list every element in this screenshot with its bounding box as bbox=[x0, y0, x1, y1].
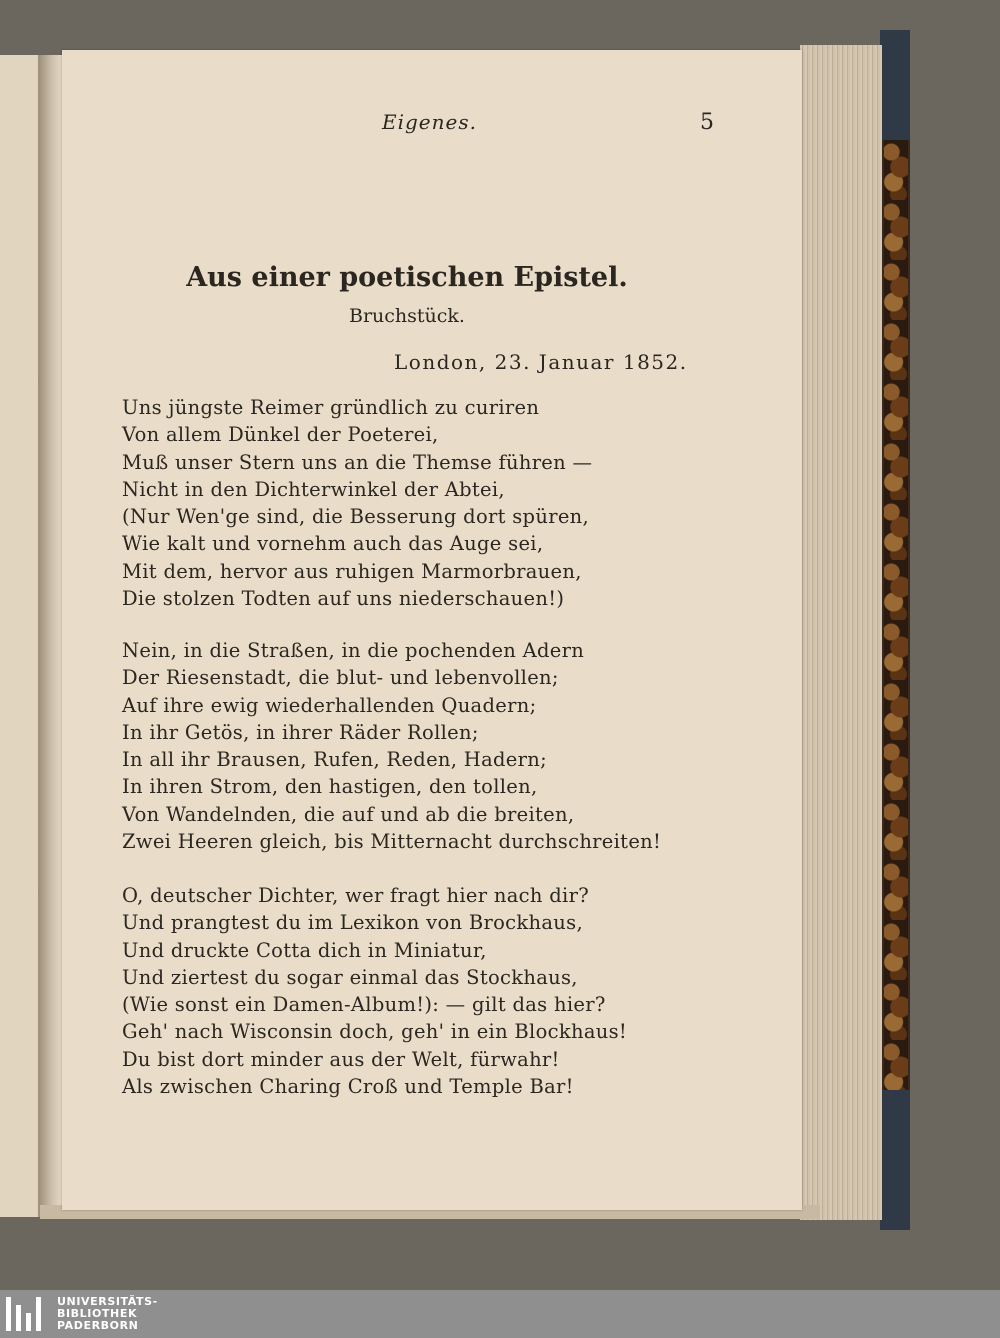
cover-corner-top bbox=[880, 30, 910, 140]
page-edges bbox=[800, 45, 882, 1220]
book-gutter bbox=[38, 55, 62, 1217]
verse-line: Und druckte Cotta dich in Miniatur, bbox=[122, 938, 487, 962]
library-name-line-3: PADERBORN bbox=[57, 1319, 139, 1332]
poem-title: Aus einer poetischen Epistel. bbox=[186, 262, 628, 293]
verse-line: Und prangtest du im Lexikon von Brockhaus, bbox=[122, 911, 583, 935]
left-page-edge bbox=[0, 55, 39, 1217]
running-head: Eigenes. bbox=[382, 110, 477, 134]
verse-line: Der Riesenstadt, die blut- und lebenvollen; bbox=[122, 666, 559, 690]
stanza-3 bbox=[122, 882, 627, 1100]
verse-line: Und ziertest du sogar einmal das Stockhaus, bbox=[122, 965, 578, 989]
library-footer-bar bbox=[0, 1290, 1000, 1338]
verse-line: Von Wandelnden, die auf und ab die breiten, bbox=[122, 802, 575, 826]
library-logo-icon bbox=[6, 1297, 42, 1331]
stanza-2 bbox=[122, 637, 661, 855]
verse-line: Nein, in die Straßen, in die pochenden Adern bbox=[122, 639, 585, 662]
verse-line: Du bist dort minder aus der Welt, fürwahr! bbox=[122, 1047, 560, 1071]
verse-line: Auf ihre ewig wiederhallenden Quadern; bbox=[122, 693, 537, 717]
page-header bbox=[62, 110, 802, 140]
verse-line: Die stolzen Todten auf uns niederschauen!) bbox=[122, 587, 565, 611]
verse-line: O, deutscher Dichter, wer fragt hier nach dir? bbox=[122, 884, 589, 907]
verse-line: Zwei Heeren gleich, bis Mitternacht durchschreiten! bbox=[122, 830, 662, 854]
library-name-line-1: UNIVERSITÄTS- bbox=[57, 1295, 158, 1308]
library-name-line-2: BIBLIOTHEK bbox=[57, 1307, 138, 1320]
poem-dateline: London, 23. Januar 1852. bbox=[394, 350, 688, 374]
verse-line: Als zwischen Charing Croß und Temple Bar! bbox=[122, 1075, 574, 1099]
verse-line: Mit dem, hervor aus ruhigen Marmorbrauen, bbox=[122, 559, 582, 583]
marbled-cover bbox=[884, 140, 908, 1090]
verse-line: In all ihr Brausen, Rufen, Reden, Hadern; bbox=[122, 748, 547, 772]
verse-line: Wie kalt und vornehm auch das Auge sei, bbox=[122, 532, 544, 556]
verse-line: Muß unser Stern uns an die Themse führen — bbox=[122, 450, 593, 474]
verse-line: (Wie sonst ein Damen-Album!): — gilt das hier? bbox=[122, 993, 606, 1017]
stanza-1 bbox=[122, 394, 592, 612]
page-number: 5 bbox=[700, 110, 714, 135]
verse-line: Nicht in den Dichterwinkel der Abtei, bbox=[122, 477, 505, 501]
cover-corner-bottom bbox=[880, 1090, 910, 1230]
verse-line: In ihren Strom, den hastigen, den tollen, bbox=[122, 775, 538, 799]
book-page bbox=[62, 50, 802, 1210]
verse-line: In ihr Getös, in ihrer Räder Rollen; bbox=[122, 720, 479, 744]
verse-line: (Nur Wen'ge sind, die Besserung dort spüren, bbox=[122, 505, 590, 529]
verse-line: Geh' nach Wisconsin doch, geh' in ein Blockhaus! bbox=[122, 1020, 628, 1044]
verse-line: Uns jüngste Reimer gründlich zu curiren bbox=[122, 396, 540, 419]
verse-line: Von allem Dünkel der Poeterei, bbox=[122, 423, 439, 447]
poem-subtitle: Bruchstück. bbox=[349, 305, 465, 327]
